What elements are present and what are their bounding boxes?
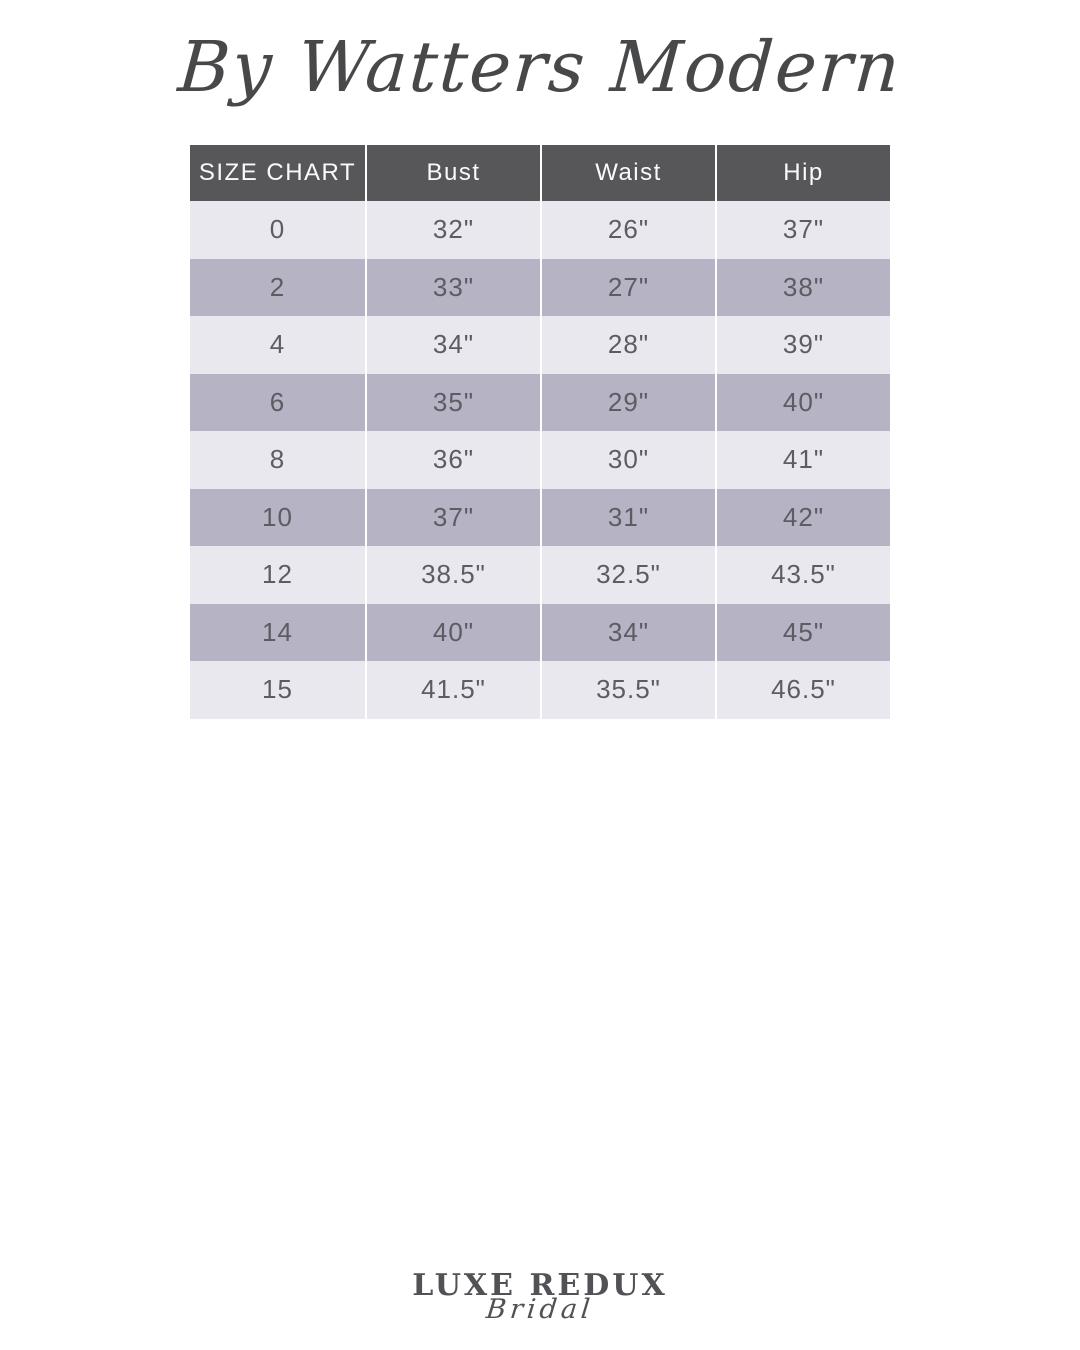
cell-bust: 40" <box>365 604 540 662</box>
cell-size: 14 <box>190 604 365 662</box>
cell-hip: 40" <box>715 374 890 432</box>
cell-bust: 36" <box>365 431 540 489</box>
table-row-size-15 <box>190 661 890 719</box>
cell-bust: 34" <box>365 316 540 374</box>
cell-hip: 39" <box>715 316 890 374</box>
header-cell-bust: Bust <box>365 145 540 201</box>
cell-hip: 38" <box>715 259 890 317</box>
cell-bust: 33" <box>365 259 540 317</box>
cell-size: 0 <box>190 201 365 259</box>
cell-waist: 27" <box>540 259 715 317</box>
page-title: By Watters Modern <box>175 26 905 108</box>
table-row-size-10 <box>190 489 890 547</box>
table-row-size-12 <box>190 546 890 604</box>
table-row-size-4 <box>190 316 890 374</box>
cell-hip: 41" <box>715 431 890 489</box>
brand-logo <box>0 1268 1080 1325</box>
table-row-size-0 <box>190 201 890 259</box>
cell-hip: 43.5" <box>715 546 890 604</box>
cell-size: 15 <box>190 661 365 719</box>
header-cell-hip: Hip <box>715 145 890 201</box>
table-row-size-6 <box>190 374 890 432</box>
cell-waist: 30" <box>540 431 715 489</box>
cell-hip: 37" <box>715 201 890 259</box>
header-cell-waist: Waist <box>540 145 715 201</box>
size-chart-header-row <box>190 145 890 201</box>
brand-sub-script-text: Bridal <box>484 1294 596 1325</box>
table-row-size-8 <box>190 431 890 489</box>
cell-waist: 31" <box>540 489 715 547</box>
header-cell-size-chart: SIZE CHART <box>190 145 365 201</box>
cell-size: 4 <box>190 316 365 374</box>
brand-name-text: LUXE REDUX <box>412 1268 668 1303</box>
cell-waist: 26" <box>540 201 715 259</box>
cell-size: 8 <box>190 431 365 489</box>
size-chart-table <box>190 145 890 719</box>
cell-waist: 32.5" <box>540 546 715 604</box>
cell-size: 12 <box>190 546 365 604</box>
cell-hip: 46.5" <box>715 661 890 719</box>
cell-bust: 38.5" <box>365 546 540 604</box>
cell-size: 2 <box>190 259 365 317</box>
cell-hip: 45" <box>715 604 890 662</box>
cell-waist: 35.5" <box>540 661 715 719</box>
cell-size: 6 <box>190 374 365 432</box>
cell-waist: 29" <box>540 374 715 432</box>
table-row-size-14 <box>190 604 890 662</box>
cell-waist: 28" <box>540 316 715 374</box>
table-row-size-2 <box>190 259 890 317</box>
cell-bust: 41.5" <box>365 661 540 719</box>
cell-bust: 32" <box>365 201 540 259</box>
cell-hip: 42" <box>715 489 890 547</box>
cell-bust: 35" <box>365 374 540 432</box>
cell-size: 10 <box>190 489 365 547</box>
cell-bust: 37" <box>365 489 540 547</box>
cell-waist: 34" <box>540 604 715 662</box>
